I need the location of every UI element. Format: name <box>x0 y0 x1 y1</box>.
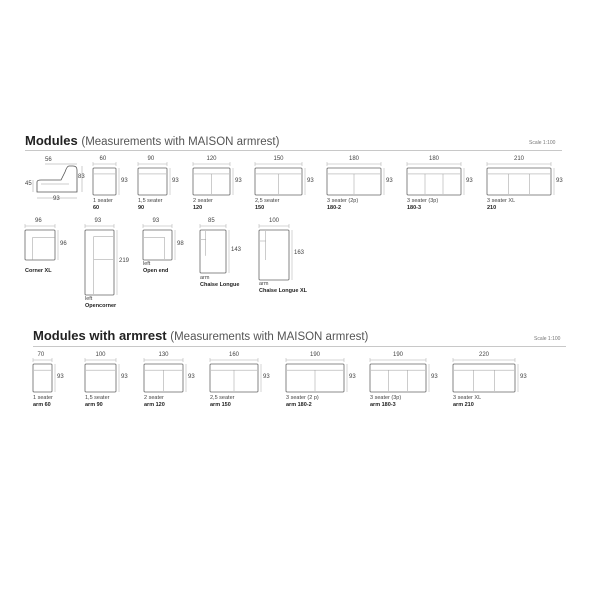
module-label-r3-1: 1,5 seater <box>85 395 110 401</box>
module-width-r2-4: 100 <box>269 218 280 224</box>
module-label-r3-3: 2,5 seater <box>210 395 235 401</box>
module-drawing-r2-1 <box>85 230 134 305</box>
module-code-r2-4: Chaise Longue XL <box>259 288 307 294</box>
modules-divider <box>25 150 562 151</box>
module-depth-r1-6: 93 <box>556 177 563 184</box>
module-r1-1 <box>138 156 179 211</box>
module-code-r1-0: 60 <box>93 205 100 211</box>
module-width-r2-3: 85 <box>208 218 215 224</box>
module-depth-r1-3: 93 <box>307 177 314 184</box>
module-width-r1-6: 210 <box>514 156 525 162</box>
module-label-r3-5: 3 seater (3p) <box>370 395 402 401</box>
module-label-r2-3: arm <box>200 275 210 281</box>
module-depth-r3-6: 93 <box>520 374 527 380</box>
module-r3-3 <box>210 352 270 408</box>
side-view-drawing <box>25 160 100 210</box>
module-label-r2-1: left <box>85 296 93 302</box>
module-label-r3-6: 3 seater XL <box>453 395 482 401</box>
module-code-r1-4: 180-2 <box>327 205 342 211</box>
module-r2-1 <box>85 218 130 309</box>
module-width-r3-0: 70 <box>37 352 45 358</box>
module-code-r1-5: 180-3 <box>407 205 422 211</box>
module-label-r2-4: arm <box>259 281 269 287</box>
module-width-r2-0: 96 <box>35 218 42 224</box>
module-code-r3-4: arm 180-2 <box>286 402 312 408</box>
module-code-r2-3: Chaise Longue <box>200 282 240 288</box>
armrest-title: Modules with armrest <box>33 328 167 343</box>
modules-section-title <box>25 133 279 148</box>
module-code-r3-6: arm 210 <box>453 402 474 408</box>
side-depth: 56 <box>45 157 52 163</box>
module-r3-0 <box>33 352 64 408</box>
module-r2-2 <box>143 218 184 274</box>
module-r1-0 <box>93 156 128 211</box>
module-code-r2-1: Opencorner <box>85 303 117 309</box>
module-width-r1-0: 60 <box>99 156 107 162</box>
module-label-r3-0: 1 seater <box>33 395 53 401</box>
module-width-r1-1: 90 <box>147 156 155 162</box>
armrest-subtitle: (Measurements with MAISON armrest) <box>170 331 369 343</box>
module-label-r1-0: 1 seater <box>93 198 113 204</box>
module-code-r3-3: arm 150 <box>210 402 231 408</box>
module-depth-r2-3: 143 <box>231 247 242 253</box>
module-label-r1-6: 3 seater XL <box>487 198 516 204</box>
module-depth-r3-3: 93 <box>263 374 270 380</box>
module-code-r3-1: arm 90 <box>85 402 103 408</box>
module-depth-r2-4: 163 <box>294 250 305 256</box>
module-r3-4 <box>286 352 356 408</box>
module-r1-4 <box>327 156 393 211</box>
module-depth-r3-2: 93 <box>188 374 195 380</box>
module-depth-r1-5: 93 <box>466 177 473 184</box>
module-code-r3-2: arm 120 <box>144 402 165 408</box>
module-width-r1-2: 120 <box>206 156 217 162</box>
module-depth-r1-0: 93 <box>121 177 128 184</box>
side-view <box>25 157 100 210</box>
module-r1-6 <box>487 156 563 211</box>
module-label-r2-2: left <box>143 261 151 267</box>
module-r3-5 <box>370 352 438 408</box>
module-r1-3 <box>255 156 314 211</box>
module-depth-r1-4: 93 <box>386 177 393 184</box>
module-label-r1-1: 1,5 seater <box>138 198 163 204</box>
module-width-r3-1: 100 <box>95 352 106 358</box>
module-width-r2-2: 93 <box>152 218 160 224</box>
armrest-scale: Scale 1:100 <box>534 336 561 342</box>
module-depth-r3-5: 93 <box>431 374 438 380</box>
module-width-r1-3: 150 <box>273 156 284 162</box>
module-label-r1-4: 3 seater (2p) <box>327 198 359 204</box>
side-back-height: 83 <box>78 174 85 180</box>
modules-subtitle: (Measurements with MAISON armrest) <box>81 136 280 148</box>
module-code-r3-5: arm 180-3 <box>370 402 396 408</box>
module-width-r1-4: 180 <box>349 156 360 162</box>
armrest-section-title <box>33 328 368 343</box>
module-r1-5 <box>407 156 473 211</box>
module-width-r3-6: 220 <box>479 352 490 358</box>
module-code-r2-2: Open end <box>143 268 169 274</box>
module-depth-r2-0: 96 <box>60 241 67 247</box>
module-label-r3-4: 3 seater (2 p) <box>286 395 319 401</box>
module-drawing-r2-2 <box>143 230 192 270</box>
module-drawing-r2-0 <box>25 230 75 270</box>
module-code-r1-3: 150 <box>255 205 265 211</box>
module-width-r2-1: 93 <box>94 218 102 224</box>
module-r3-1 <box>85 352 128 408</box>
modules-title: Modules <box>25 133 78 148</box>
module-depth-r2-1: 219 <box>119 258 130 264</box>
module-width-r3-4: 190 <box>310 352 321 358</box>
module-depth-r2-2: 98 <box>177 241 184 247</box>
module-label-r1-2: 2 seater <box>193 198 213 204</box>
module-code-r3-0: arm 60 <box>33 402 51 408</box>
module-depth-r3-0: 93 <box>57 374 64 380</box>
module-r1-2 <box>193 156 242 211</box>
module-width-r3-2: 130 <box>158 352 169 358</box>
module-code-r1-6: 210 <box>487 205 497 211</box>
module-depth-r3-1: 93 <box>121 374 128 380</box>
module-depth-r1-2: 93 <box>235 177 242 184</box>
modules-scale: Scale 1:100 <box>529 140 556 146</box>
module-r3-6 <box>453 352 527 408</box>
module-label-r3-2: 2 seater <box>144 395 164 401</box>
armrest-divider <box>33 346 566 347</box>
module-width-r1-5: 180 <box>429 156 440 162</box>
module-depth-r1-1: 93 <box>172 177 179 184</box>
module-r2-0 <box>25 218 67 274</box>
side-height: 45 <box>25 181 32 187</box>
module-label-r1-5: 3 seater (3p) <box>407 198 439 204</box>
module-code-r2-0: Corner XL <box>25 268 52 274</box>
module-width-r3-3: 160 <box>229 352 240 358</box>
module-code-r1-2: 120 <box>193 205 203 211</box>
module-depth-r3-4: 93 <box>349 374 356 380</box>
module-width-r3-5: 190 <box>393 352 404 358</box>
module-r3-2 <box>144 352 195 408</box>
module-label-r1-3: 2,5 seater <box>255 198 280 204</box>
module-r2-4 <box>259 218 307 294</box>
side-width: 93 <box>53 196 60 202</box>
module-r2-3 <box>200 218 242 288</box>
module-code-r1-1: 90 <box>138 205 145 211</box>
